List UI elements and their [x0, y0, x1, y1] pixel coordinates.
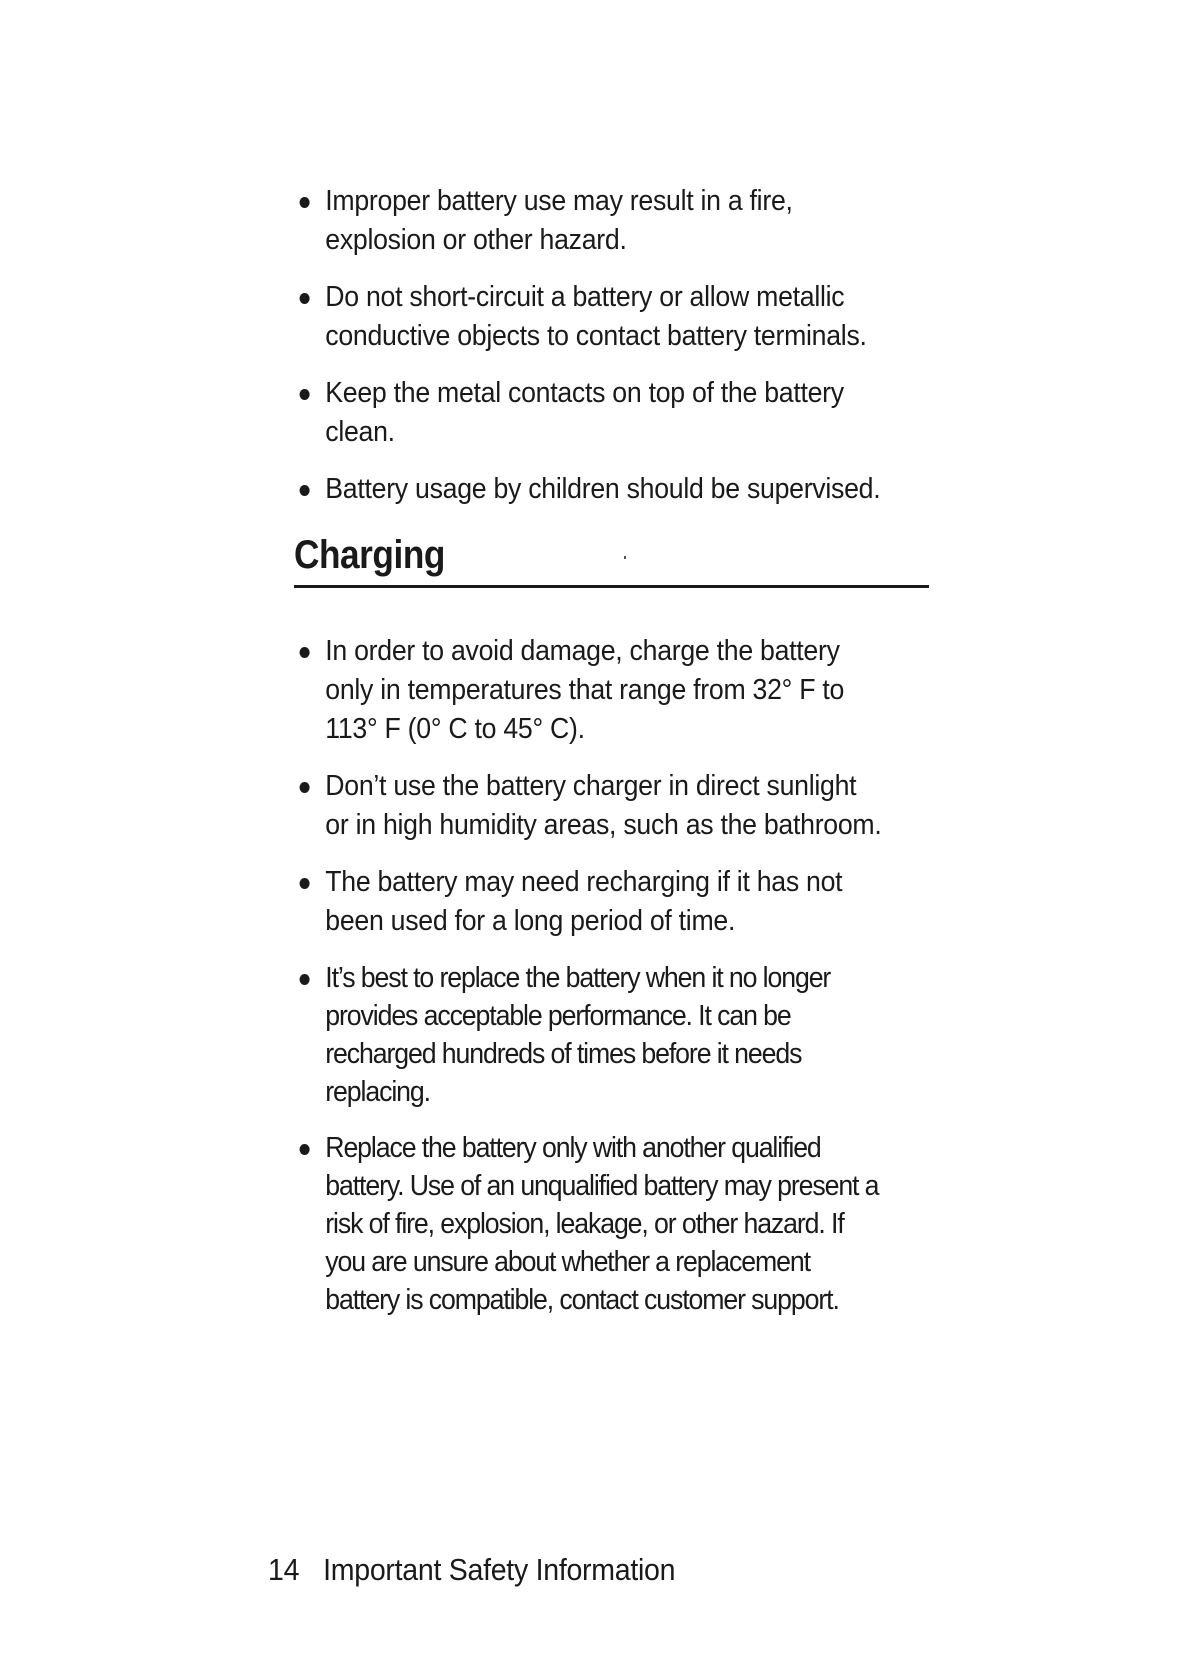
- battery-safety-list: [294, 182, 934, 509]
- scan-speck: [624, 556, 626, 559]
- page-footer: [268, 1550, 675, 1590]
- footer-section-title: Important Safety Information: [323, 1552, 676, 1587]
- list-item: Improper battery use may result in a fire, explosion or other hazard.: [294, 182, 883, 260]
- page-number: 14: [268, 1552, 300, 1587]
- charging-heading-text: Charging: [294, 533, 445, 577]
- charging-heading: [294, 531, 929, 588]
- charging-list: [294, 632, 934, 1319]
- list-item: Battery usage by children should be supervised.: [294, 470, 883, 509]
- list-item: It’s best to replace the battery when it no longer provides acceptable performance. It can be recharged hundreds of times before it needs replacing.: [294, 959, 883, 1111]
- page-content: [294, 182, 934, 1337]
- list-item: The battery may need recharging if it has not been used for a long period of time.: [294, 863, 883, 941]
- list-item: Keep the metal contacts on top of the battery clean.: [294, 374, 883, 452]
- list-item: Replace the battery only with another qualified battery. Use of an unqualified battery may present a risk of fire, explosion, leakage, or other hazard. If you are unsure about whether a replacement battery is compatible, contact customer support.: [294, 1129, 883, 1319]
- list-item: Don’t use the battery charger in direct sunlight or in high humidity areas, such as the bathroom.: [294, 767, 883, 845]
- list-item: In order to avoid damage, charge the battery only in temperatures that range from 32° F to 113° F (0° C to 45° C).: [294, 632, 883, 749]
- list-item: Do not short-circuit a battery or allow metallic conductive objects to contact battery terminals.: [294, 278, 883, 356]
